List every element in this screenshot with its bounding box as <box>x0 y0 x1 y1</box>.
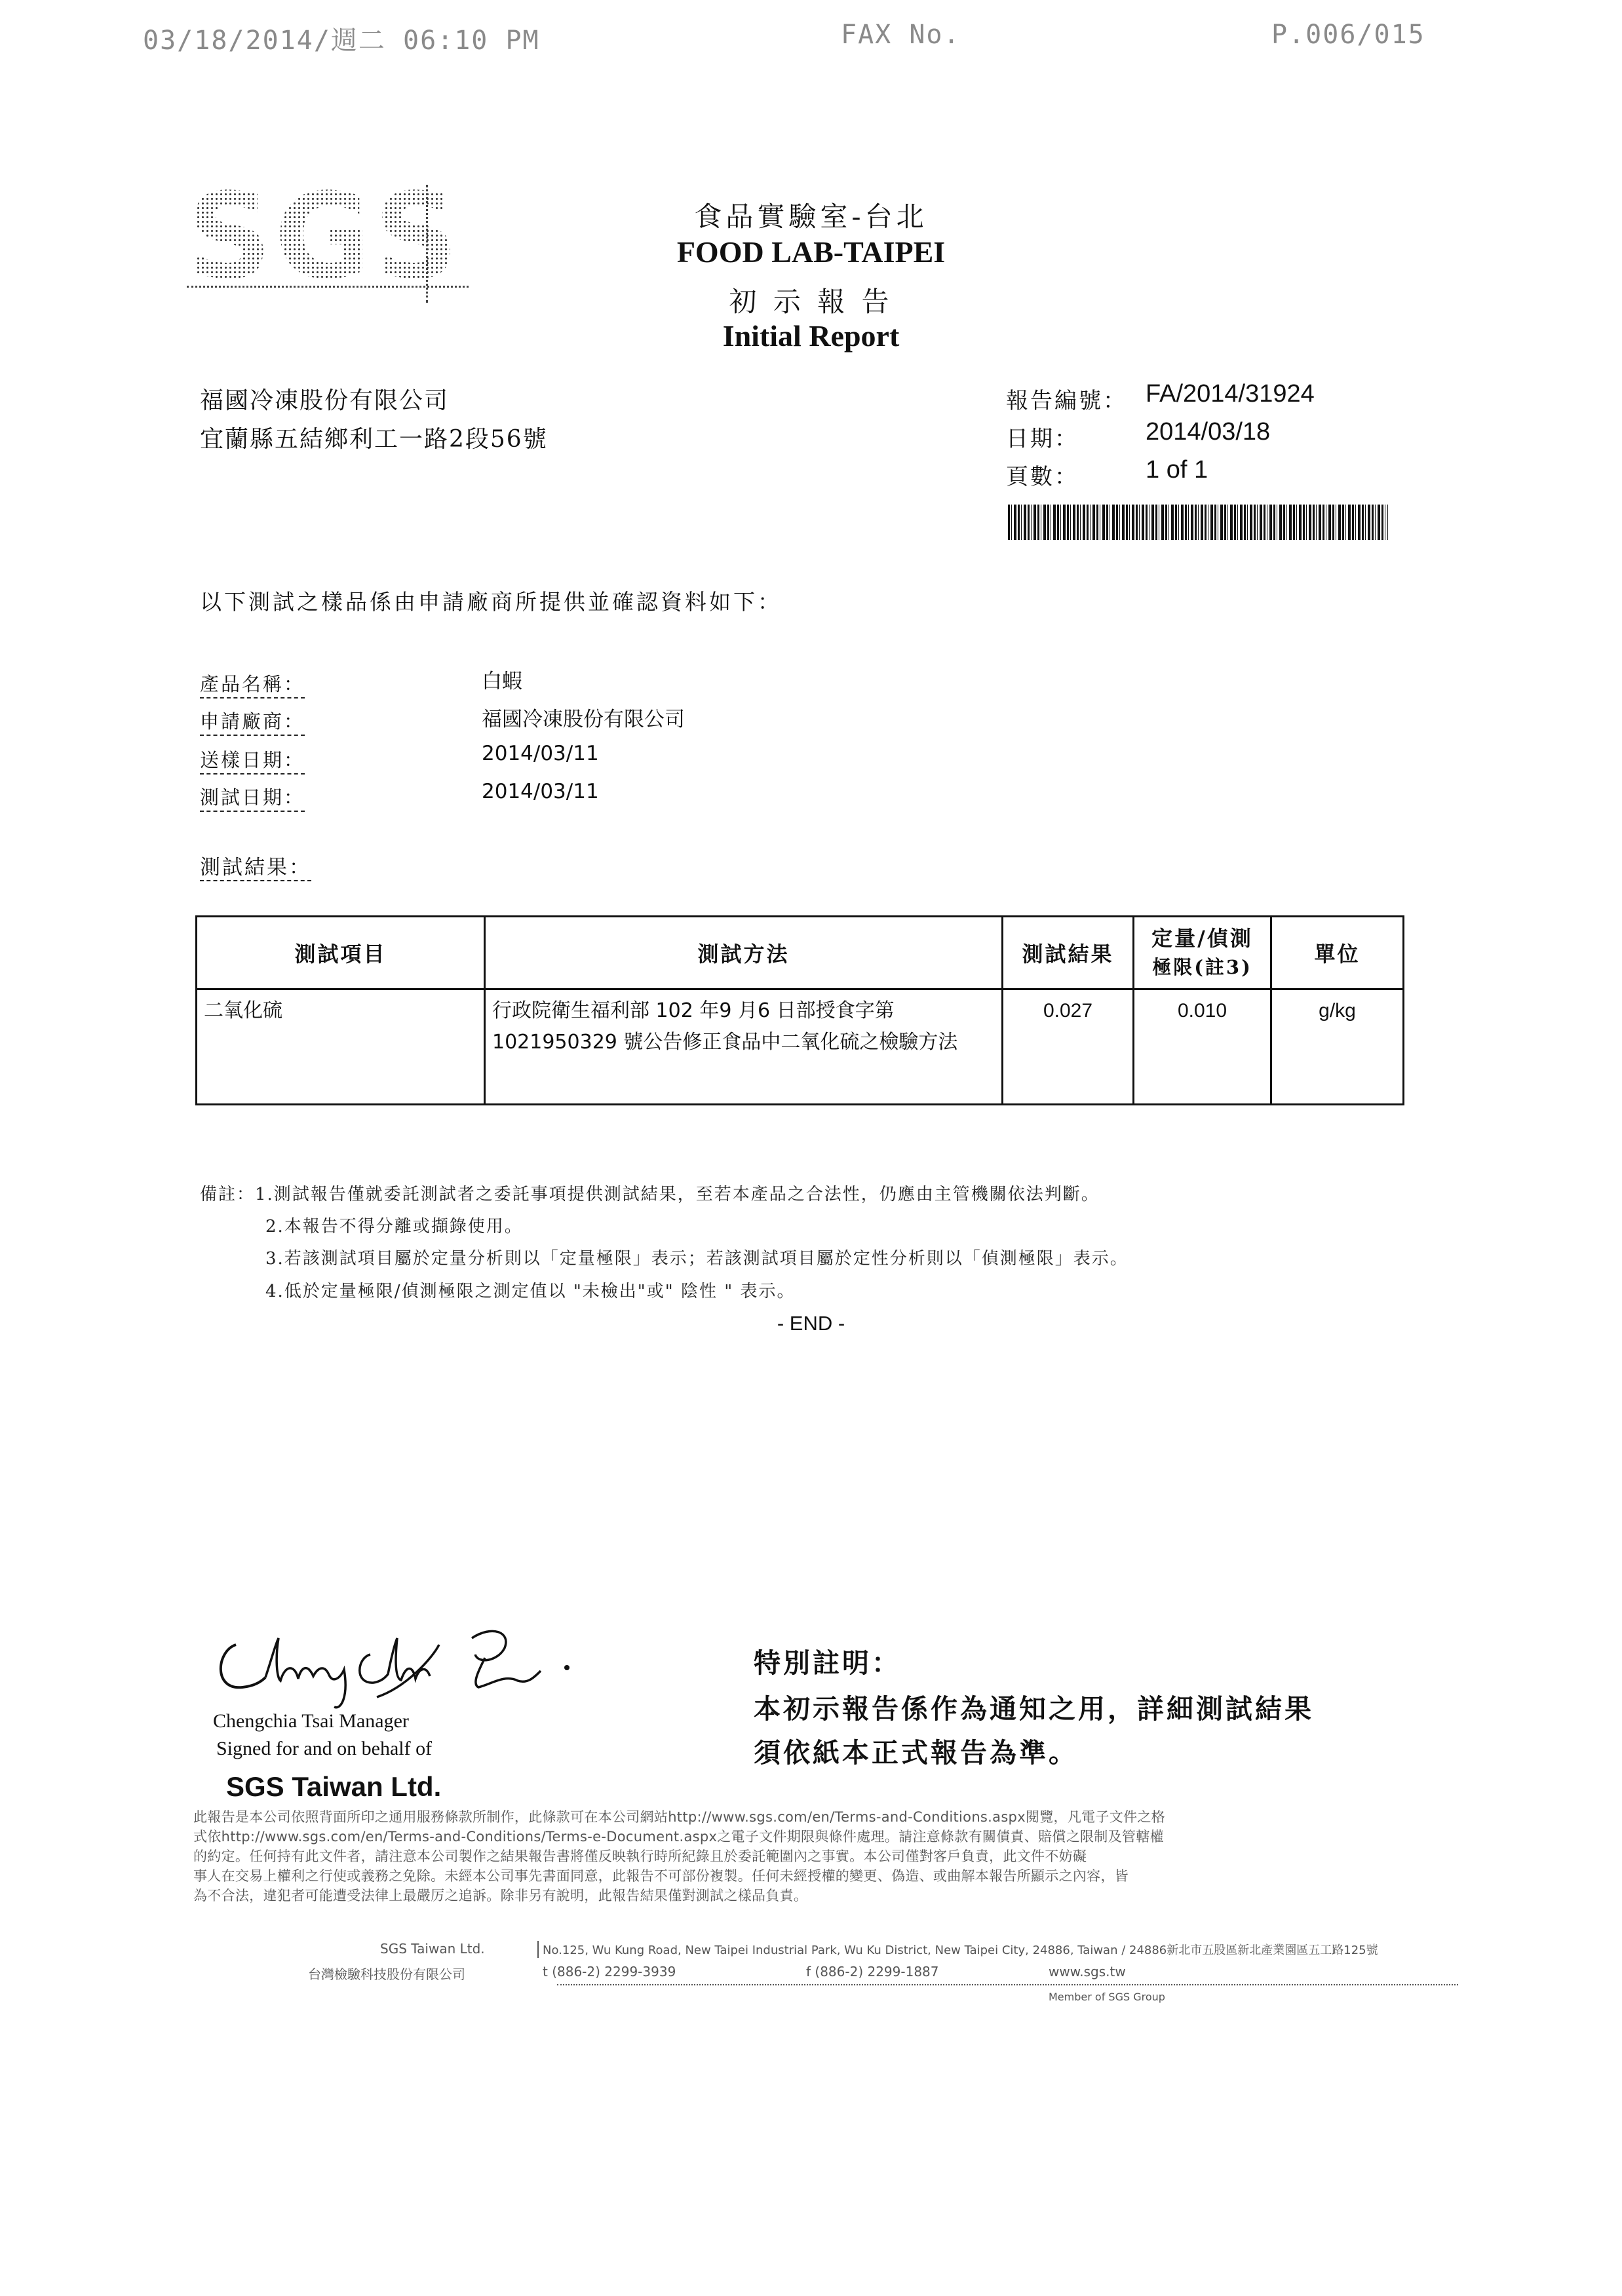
header-test-item: 測試項目 <box>197 917 485 989</box>
footer-company-en: SGS Taiwan Ltd. <box>380 1941 485 1957</box>
report-barcode <box>1008 505 1388 540</box>
cell-unit: g/kg <box>1271 989 1404 1105</box>
report-title-en: Initial Report <box>722 319 900 353</box>
applicant-value: 福國冷凍股份有限公司 <box>482 708 685 731</box>
intro-statement: 以下測試之樣品係由申請廠商所提供並確認資料如下： <box>200 589 782 615</box>
cell-method <box>485 989 1003 1105</box>
report-number: FA/2014/31924 <box>1146 380 1315 408</box>
special-notice-title: 特別註明： <box>754 1647 901 1679</box>
header-test-method: 測試方法 <box>485 917 1003 989</box>
report-date: 2014/03/18 <box>1146 418 1271 446</box>
header-test-result: 測試結果 <box>1003 917 1134 989</box>
received-date-label: 送樣日期： <box>200 746 305 775</box>
cell-result: 0.027 <box>1003 989 1134 1105</box>
applicant-name: 福國冷凍股份有限公司 <box>200 387 450 414</box>
report-title-zh: 初 示 報 告 <box>729 286 893 318</box>
fax-header-page: P.006/015 <box>1271 20 1425 50</box>
handwritten-signature <box>210 1618 596 1710</box>
note-3: 3.若該測試項目屬於定量分析則以「定量極限」表示；若該測試項目屬於定性分析則以「偵測極限」表示。 <box>265 1249 1129 1269</box>
report-number-label: 報告編號： <box>1006 388 1127 414</box>
disclaimer-line-1: 此報告是本公司依照背面所印之通用服務條款所制作，此條款可在本公司網站http://www.sgs.com/en/Terms-and-Conditions.aspx閱覽，凡電子文件之格 <box>193 1809 1165 1825</box>
test-date-label: 測試日期： <box>200 783 305 812</box>
footer-company-zh: 台灣檢驗科技股份有限公司 <box>308 1966 465 1982</box>
table-row <box>197 989 1404 1105</box>
note-2: 2.本報告不得分離或擷錄使用。 <box>265 1217 523 1236</box>
footer-web: www.sgs.tw <box>1049 1964 1126 1980</box>
test-date-value: 2014/03/11 <box>482 780 599 803</box>
footer-fax: f (886-2) 2299-1887 <box>806 1964 939 1980</box>
cell-limit: 0.010 <box>1134 989 1271 1105</box>
disclaimer-line-2: 式依http://www.sgs.com/en/Terms-and-Conditions/Terms-e-Document.aspx之電子文件期限與條件處理。請注意條款有關債責、賠償之限制及管轄權 <box>193 1829 1164 1845</box>
fax-header-datetime: 03/18/2014/週二 06:10 PM <box>143 26 540 56</box>
results-label: 測試結果： <box>200 851 311 881</box>
table-header-row <box>197 917 1404 989</box>
disclaimer-line-4: 事人在交易上權利之行使或義務之免除。未經本公司事先書面同意，此報告不可部份複製。任何未經授權的變更、偽造、或曲解本報告所顯示之內容，皆 <box>193 1868 1129 1884</box>
disclaimer-line-3: 的約定。任何持有此文件者，請注意本公司製作之結果報告書將僅反映執行時所紀錄且於委託範圍內之事實。本公司僅對客戶負責，此文件不妨礙 <box>193 1848 1087 1864</box>
fax-header-number: FAX No. <box>841 20 961 50</box>
end-marker: - END - <box>777 1312 845 1335</box>
footer-address: No.125, Wu Kung Road, New Taipei Industrial Park, Wu Ku District, New Taipei City, 24886, Taiwan / 24886新北市五股區新北產業園區五工路125號 <box>537 1941 1378 1958</box>
product-name-label: 產品名稱： <box>200 670 305 698</box>
lab-title-en: FOOD LAB-TAIPEI <box>676 235 946 269</box>
report-date-label: 日期： <box>1006 426 1079 452</box>
cell-method-line2: 1021950329 號公告修正食品中二氧化硫之檢驗方法 <box>492 1031 958 1054</box>
signed-for-text: Signed for and on behalf of <box>216 1738 433 1759</box>
note-1: 備註：1.測試報告僅就委託測試者之委託事項提供測試結果，至若本產品之合法性，仍應由主管機關依法判斷。 <box>200 1185 1100 1204</box>
lab-title-zh: 食品實驗室-台北 <box>694 201 928 233</box>
footer-tel: t (886-2) 2299-3939 <box>543 1964 676 1980</box>
results-table <box>195 915 1404 1105</box>
special-notice-line2: 須依紙本正式報告為準。 <box>754 1737 1078 1769</box>
special-notice-line1: 本初示報告係作為通知之用，詳細測試結果 <box>754 1693 1314 1725</box>
header-limit-line1: 定量/偵測 <box>1151 926 1253 951</box>
signatory-company: SGS Taiwan Ltd. <box>226 1771 442 1802</box>
report-pages-label: 頁數： <box>1006 464 1079 490</box>
report-pages: 1 of 1 <box>1146 456 1208 484</box>
disclaimer-line-5: 為不合法，違犯者可能遭受法律上最嚴厉之追訴。除非另有說明，此報告結果僅對測試之樣品負責。 <box>193 1888 808 1904</box>
cell-item: 二氧化硫 <box>197 989 485 1105</box>
footer-member: Member of SGS Group <box>1049 1991 1165 2003</box>
cell-method-line1: 行政院衛生福利部 102 年9 月6 日部授食字第 <box>492 999 895 1022</box>
sgs-logo-text: SGS <box>187 168 462 305</box>
applicant-label: 申請廠商： <box>200 707 305 736</box>
note-4: 4.低於定量極限/偵測極限之測定值以 "未檢出"或" 陰性 " 表示。 <box>265 1282 796 1301</box>
signatory-name-title: Chengchia Tsai Manager <box>213 1710 409 1732</box>
header-limit-line2: 極限(註3) <box>1152 956 1252 978</box>
header-unit: 單位 <box>1271 917 1404 989</box>
received-date-value: 2014/03/11 <box>482 742 599 765</box>
header-limit <box>1134 917 1271 989</box>
product-name-value: 白蝦 <box>482 670 522 693</box>
footer-dotted-line <box>557 1984 1458 1985</box>
applicant-address: 宜蘭縣五結鄉利工一路2段56號 <box>200 426 548 453</box>
